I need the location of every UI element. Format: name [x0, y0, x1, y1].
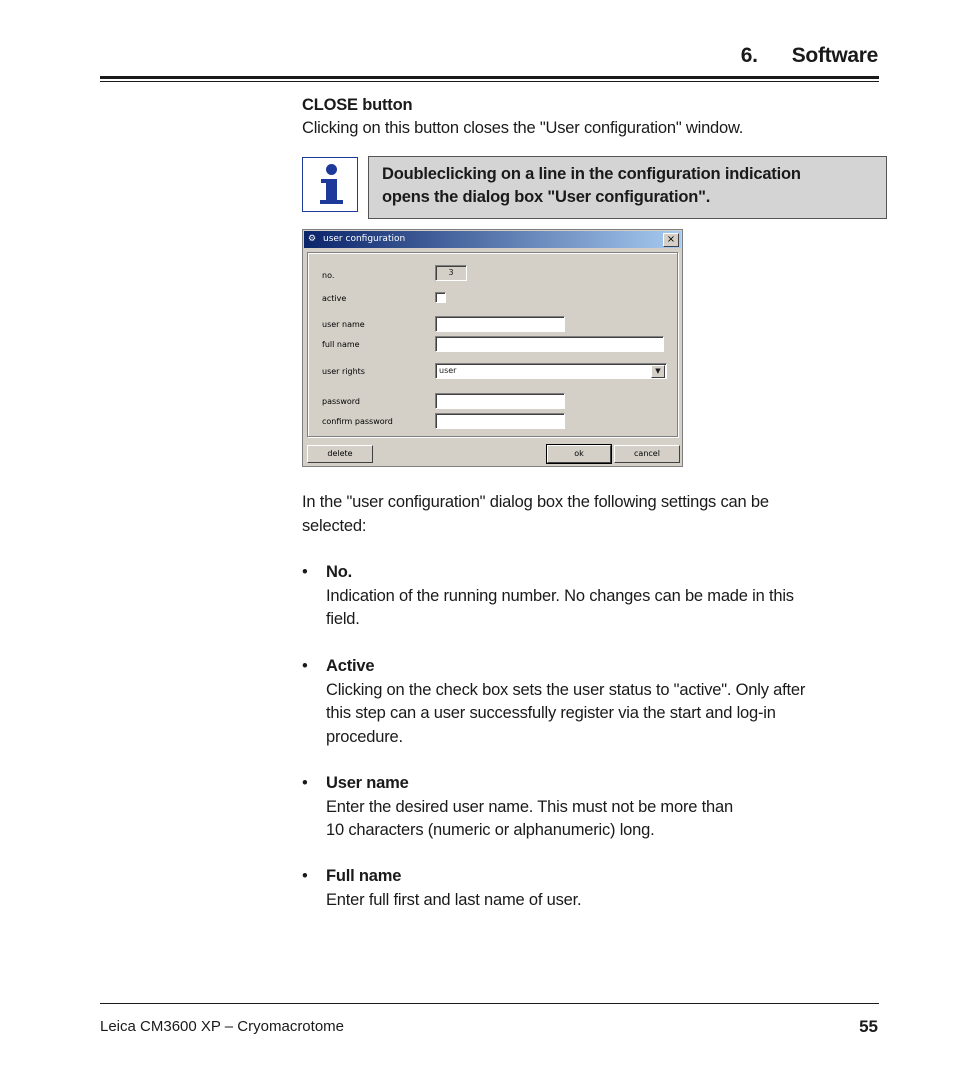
- user-rights-value: user: [439, 366, 457, 375]
- bullet-text-line: procedure.: [326, 727, 403, 746]
- delete-button[interactable]: delete: [307, 445, 373, 463]
- bullet-text-line: Enter full first and last name of user.: [326, 890, 582, 909]
- ok-button[interactable]: ok: [547, 445, 611, 463]
- footer-rule: [100, 1003, 879, 1004]
- bullet-text-line: this step can a user successfully register via the start and log-in: [326, 704, 776, 722]
- info-note-line-2: opens the dialog box "User configuration".: [382, 188, 711, 206]
- bullet-text-line: Clicking on the check box sets the user status to "active". Only after: [326, 680, 806, 699]
- user-name-label: user name: [322, 320, 365, 329]
- bullet-text-line: field.: [326, 610, 360, 628]
- bullet-title: No.: [326, 563, 352, 581]
- active-checkbox[interactable]: [435, 292, 446, 303]
- user-rights-select[interactable]: [435, 363, 667, 379]
- info-note: [368, 156, 887, 219]
- header-rule-thin: [100, 81, 879, 82]
- password-input[interactable]: [435, 393, 565, 409]
- active-label: active: [322, 294, 347, 303]
- section-number: 6.: [740, 44, 758, 67]
- footer-product: Leica CM3600 XP – Cryomacrotome: [100, 1018, 344, 1035]
- app-icon: ⚙: [308, 234, 317, 244]
- full-name-label: full name: [322, 340, 360, 349]
- bullet-icon: •: [302, 657, 308, 675]
- intro-paragraph: [302, 491, 862, 538]
- bullet-text-line: Enter the desired user name. This must not be more than: [326, 797, 733, 816]
- cancel-button[interactable]: cancel: [614, 445, 680, 463]
- close-button-heading: CLOSE button: [302, 96, 413, 114]
- bullet-text-line: Indication of the running number. No changes can be made in this: [326, 586, 794, 605]
- no-label: no.: [322, 271, 335, 280]
- confirm-password-label: confirm password: [322, 417, 393, 426]
- close-icon[interactable]: ×: [663, 233, 679, 247]
- intro-line-2: selected:: [302, 516, 367, 535]
- full-name-input[interactable]: [435, 336, 664, 352]
- chevron-down-icon[interactable]: ▼: [651, 365, 665, 378]
- bullet-icon: •: [302, 774, 308, 792]
- intro-line-1: In the "user configuration" dialog box the following settings can be: [302, 493, 769, 511]
- info-note-line-1: Doubleclicking on a line in the configuration indication: [382, 165, 801, 183]
- header-rule-thick: [100, 76, 879, 79]
- user-name-input[interactable]: [435, 316, 565, 332]
- close-button-description: Clicking on this button closes the "User configuration" window.: [302, 119, 744, 137]
- no-field: 3: [435, 265, 467, 281]
- bullet-icon: •: [302, 867, 308, 885]
- bullet-title: User name: [326, 774, 409, 792]
- dialog-title: user configuration: [323, 234, 406, 244]
- section-title: Software: [791, 44, 878, 67]
- bullet-icon: •: [302, 563, 308, 581]
- info-icon: [302, 157, 358, 212]
- section-header: [741, 44, 878, 68]
- dialog-titlebar: [304, 231, 681, 248]
- password-label: password: [322, 397, 360, 406]
- user-configuration-dialog: [302, 229, 683, 467]
- bullet-title: Active: [326, 657, 375, 675]
- confirm-password-input[interactable]: [435, 413, 565, 429]
- bullet-text-line: 10 characters (numeric or alphanumeric) long.: [326, 821, 655, 839]
- page-number: 55: [859, 1017, 878, 1036]
- bullet-title: Full name: [326, 867, 402, 885]
- user-rights-label: user rights: [322, 367, 365, 376]
- dialog-fields-group: [307, 252, 678, 437]
